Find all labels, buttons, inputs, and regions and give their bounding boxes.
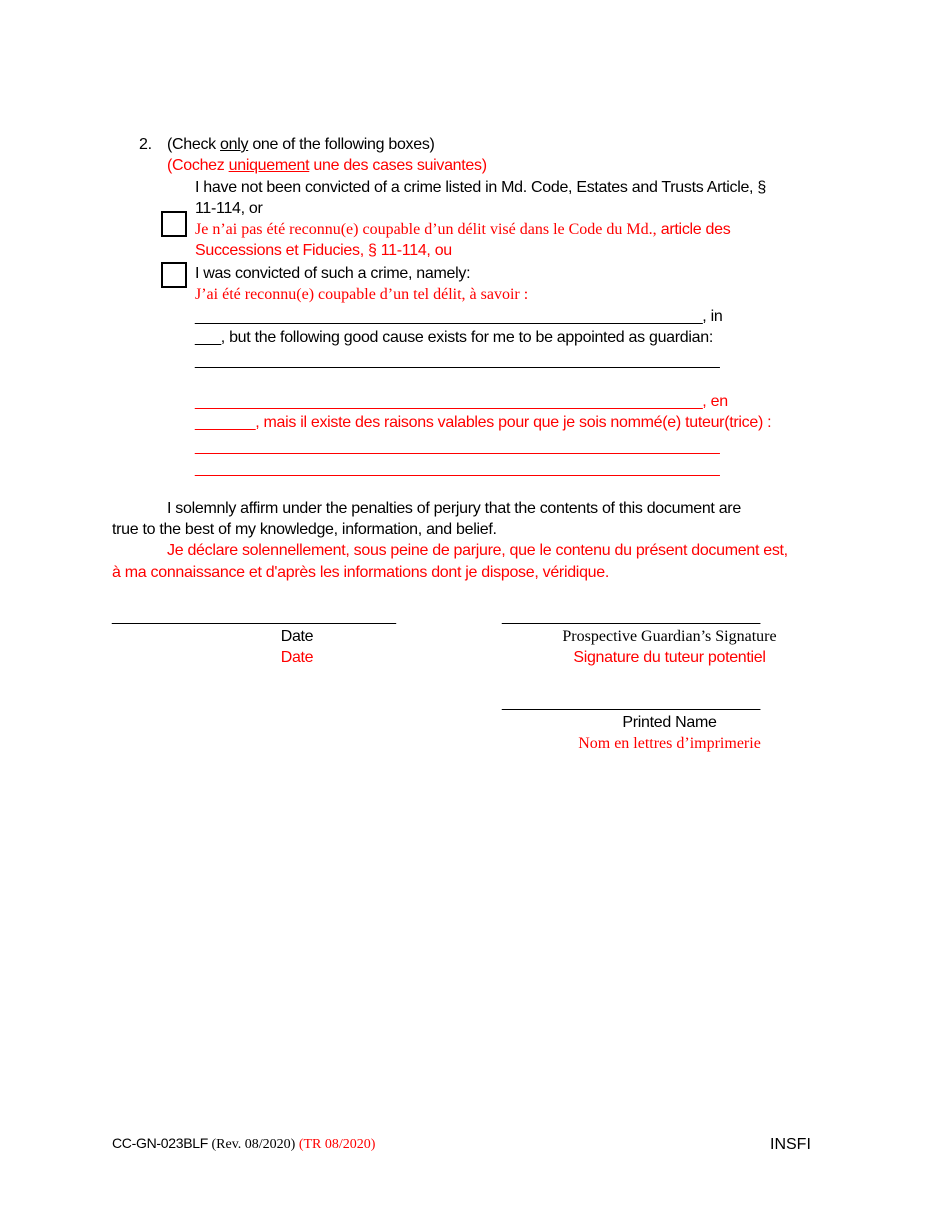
option2-en-line1: I was convicted of such a crime, namely: (195, 265, 471, 282)
option2-en-blank3[interactable]: _____________________________________________________________ (195, 352, 720, 369)
checkbox-convicted[interactable] (161, 262, 187, 288)
option1-en-line2: 11-114, or (195, 200, 263, 217)
footer-form-code: CC-GN-023BLF (112, 1135, 208, 1151)
affirmation-fr-line2: à ma connaissance et d'après les informations dont je dispose, véridique. (112, 564, 610, 581)
option2-fr-blank4[interactable]: _____________________________________________________________ (195, 460, 720, 477)
instruction-fr-prefix: (Cochez (167, 157, 229, 174)
instruction-en-prefix: (Check (167, 136, 221, 153)
instruction-fr-suffix: une des cases suivantes) (309, 157, 487, 174)
option1-fr-line1-tail: article des (656, 221, 731, 238)
option2-en-blank2[interactable]: ___, but the following good cause exists for me to be appointed as guardian: (195, 329, 714, 346)
affirmation-en-line2: true to the best of my knowledge, information, and belief. (112, 521, 497, 538)
date-line[interactable]: _________________________________ (112, 608, 396, 625)
option1-en-line1: I have not been convicted of a crime listed in Md. Code, Estates and Trusts Article, § (195, 179, 766, 196)
printed-name-label-fr: Nom en lettres d’imprimerie (578, 735, 761, 752)
footer-rev: (Rev. 08/2020) (207, 1137, 296, 1152)
footer-tr: (TR 08/2020) (295, 1137, 376, 1152)
option2-fr-blank2[interactable]: _______, mais il existe des raisons valables pour que je sois nommé(e) tuteur(trice) : (195, 414, 772, 431)
date-label-en: Date (280, 628, 314, 645)
option2-fr-blank3[interactable]: _____________________________________________________________ (195, 438, 720, 455)
option2-fr-blank1[interactable]: ___________________________________________________________, en (195, 393, 728, 410)
printed-name-line[interactable]: ______________________________ (502, 694, 760, 711)
signature-label-fr: Signature du tuteur potentiel (573, 649, 766, 666)
footer-code: INSFI (770, 1136, 811, 1153)
option1-fr-line2: Successions et Fiducies, § 11-114, ou (195, 242, 452, 259)
instruction-fr-only: uniquement (228, 157, 310, 174)
date-label-fr: Date (280, 649, 314, 666)
footer-form-id (112, 1133, 375, 1155)
item-number: 2. (139, 136, 152, 153)
option2-en-blank1[interactable]: ___________________________________________________________, in (195, 308, 723, 325)
option1-fr-line1-serif: Je n’ai pas été reconnu(e) coupable d’un délit visé dans le Code du Md., (195, 221, 657, 238)
affirmation-fr-line1: Je déclare solennellement, sous peine de parjure, que le contenu du présent document est, (167, 542, 788, 559)
signature-line[interactable]: ______________________________ (502, 608, 760, 625)
instruction-fr (167, 155, 487, 176)
affirmation-en-line1: I solemnly affirm under the penalties of perjury that the contents of this document are (167, 500, 741, 517)
printed-name-label-en: Printed Name (622, 714, 717, 731)
signature-label-en: Prospective Guardian’s Signature (562, 628, 777, 645)
option2-fr-line1: J’ai été reconnu(e) coupable d’un tel délit, à savoir : (195, 286, 529, 303)
checkbox-not-convicted[interactable] (161, 211, 187, 237)
option1-fr-line1 (195, 219, 730, 240)
instruction-en-suffix: one of the following boxes) (248, 136, 435, 153)
instruction-en-only: only (220, 136, 249, 153)
instruction-en (167, 134, 435, 155)
